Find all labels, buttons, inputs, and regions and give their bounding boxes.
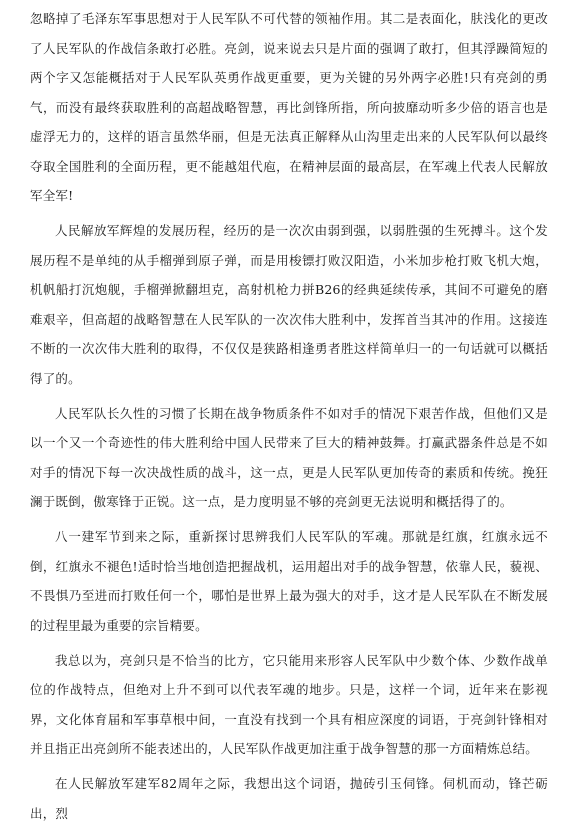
paragraph-4: 八一建军节到来之际，重新探讨思辨我们人民军队的军魂。那就是红旗，红旗永远不倒，红旗永不褪色!适时恰当地创造把握战机，运用超出对手的战争智慧，依靠人民，藐视、不畏惧乃至进而打败任何一个，哪怕是世界上最为强大的对手，这才是人民军队在不断发展的过程里最为重要的宗旨精要。: [30, 529, 548, 633]
paragraph-2: 人民解放军辉煌的发展历程，经历的是一次次由弱到强，以弱胜强的生死搏斗。这个发展历程不是单纯的从手榴弹到原子弹，而是用梭镖打败汉阳造，小米加步枪打败飞机大炮，机帆船打沉炮舰，手榴弹掀翻坦克，高射机枪力拼B26的经典延续传承，其间不可避免的磨难艰辛，但高超的战略智慧在人民军队的一次次伟大胜利中，发挥首当其冲的作用。这接连不断的一次次伟大胜利的取得，不仅仅是狭路相逢勇者胜这样简单归一的一句话就可以概括得了的。: [30, 223, 548, 386]
paragraph-1: 忽略掉了毛泽东军事思想对于人民军队不可代替的领袖作用。其二是表面化，肤浅化的更改了人民军队的作战信条敢打必胜。亮剑，说来说去只是片面的强调了敢打，但其浮躁简短的两个字又怎能概括对于人民军队英勇作战更重要，更为关键的另外两字必胜!只有亮剑的勇气，而没有最终获取胜利的高超战略智慧，再比剑锋所指，所向披靡动听多少倍的语言也是虚浮无力的，这样的语言虽然华丽，但是无法真正解释从山沟里走出来的人民军队何以最终夺取全国胜利的全面历程，更不能越俎代庖，在精神层面的最高层，在军魂上代表人民解放军全军!: [30, 11, 548, 203]
paragraph-5: 我总以为，亮剑只是不恰当的比方，它只能用来形容人民军队中少数个体、少数作战单位的作战特点，但绝对上升不到可以代表军魂的地步。只是，这样一个词，近年来在影视界，文化体育届和军事草根中间，一直没有找到一个具有相应深度的词语，于亮剑针锋相对并且指正出亮剑所不能表述出的，人民军队作战更加注重于战争智慧的那一方面精炼总结。: [30, 652, 548, 756]
paragraph-6: 在人民解放军建军82周年之际，我想出这个词语，抛砖引玉伺锋。伺机而动，锋芒砺出，烈: [30, 776, 548, 821]
paragraph-3: 人民军队长久性的习惯了长期在战争物质条件不如对手的情况下艰苦作战，但他们又是以一个又一个奇迹性的伟大胜利给中国人民带来了巨大的精神鼓舞。打赢武器条件总是不如对手的情况下每一次决战性质的战斗，这一点，更是人民军队更加传奇的素质和传统。挽狂澜于既倒，傲寒锋于正锐。这一点，是力度明显不够的亮剑更无法说明和概括得了的。: [30, 405, 548, 509]
